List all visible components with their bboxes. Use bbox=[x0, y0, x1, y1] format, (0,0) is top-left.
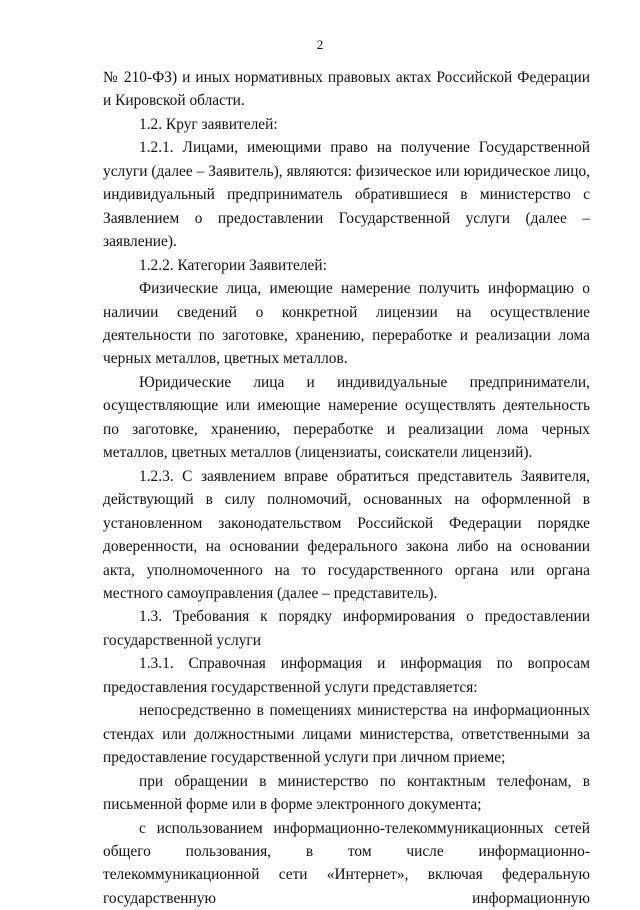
paragraph-continuation: № 210-ФЗ) и иных нормативных правовых актах Российской Федерации и Кировской области. bbox=[103, 66, 590, 113]
paragraph-internet: с использованием информационно-телекоммуникационных сетей общего пользования, в том числе информационно-телекоммуникационной сети «Интернет», включая федеральную государственную информационную bbox=[103, 817, 590, 910]
paragraph-1-2-heading: 1.2. Круг заявителей: bbox=[103, 113, 590, 136]
paragraph-1-2-2-heading: 1.2.2. Категории Заявителей: bbox=[103, 254, 590, 277]
paragraph-phone-contact: при обращении в министерство по контактным телефонам, в письменной форме или в форме электронного документа; bbox=[103, 770, 590, 817]
paragraph-physical-persons: Физические лица, имеющие намерение получить информацию о наличии сведений о конкретной лицензии на осуществление деятельности по заготовке, хранению, переработке и реализации лома черных металлов, цветных металлов. bbox=[103, 277, 590, 371]
page-number: 2 bbox=[0, 37, 640, 53]
paragraph-info-stands: непосредственно в помещениях министерства на информационных стендах или должностными лицами министерства, ответственными за предоставление государственной услуги при личном приеме; bbox=[103, 699, 590, 769]
paragraph-1-2-3: 1.2.3. С заявлением вправе обратиться представитель Заявителя, действующий в силу полномочий, основанных на оформленной в установленном законодательством Российской Федерации порядке доверенности, на основании федерального закона либо на основании акта, уполномоченного на то государственного органа или органа местного самоуправления (далее – представитель). bbox=[103, 465, 590, 606]
paragraph-1-3-1: 1.3.1. Справочная информация и информация по вопросам предоставления государственной услуги представляется: bbox=[103, 652, 590, 699]
paragraph-1-2-1: 1.2.1. Лицами, имеющими право на получение Государственной услуги (далее – Заявитель), являются: физическое или юридическое лицо, индивидуальный предприниматель обратившиеся в министерство с Заявлением о предоставлении Государственной услуги (далее – заявление). bbox=[103, 136, 590, 253]
document-body bbox=[103, 66, 590, 910]
paragraph-1-3-heading: 1.3. Требования к порядку информирования о предоставлении государственной услуги bbox=[103, 605, 590, 652]
paragraph-legal-entities: Юридические лица и индивидуальные предприниматели, осуществляющие или имеющие намерение осуществлять деятельность по заготовке, хранению, переработке и реализации лома черных металлов, цветных металлов (лицензиаты, соискатели лицензий). bbox=[103, 371, 590, 465]
